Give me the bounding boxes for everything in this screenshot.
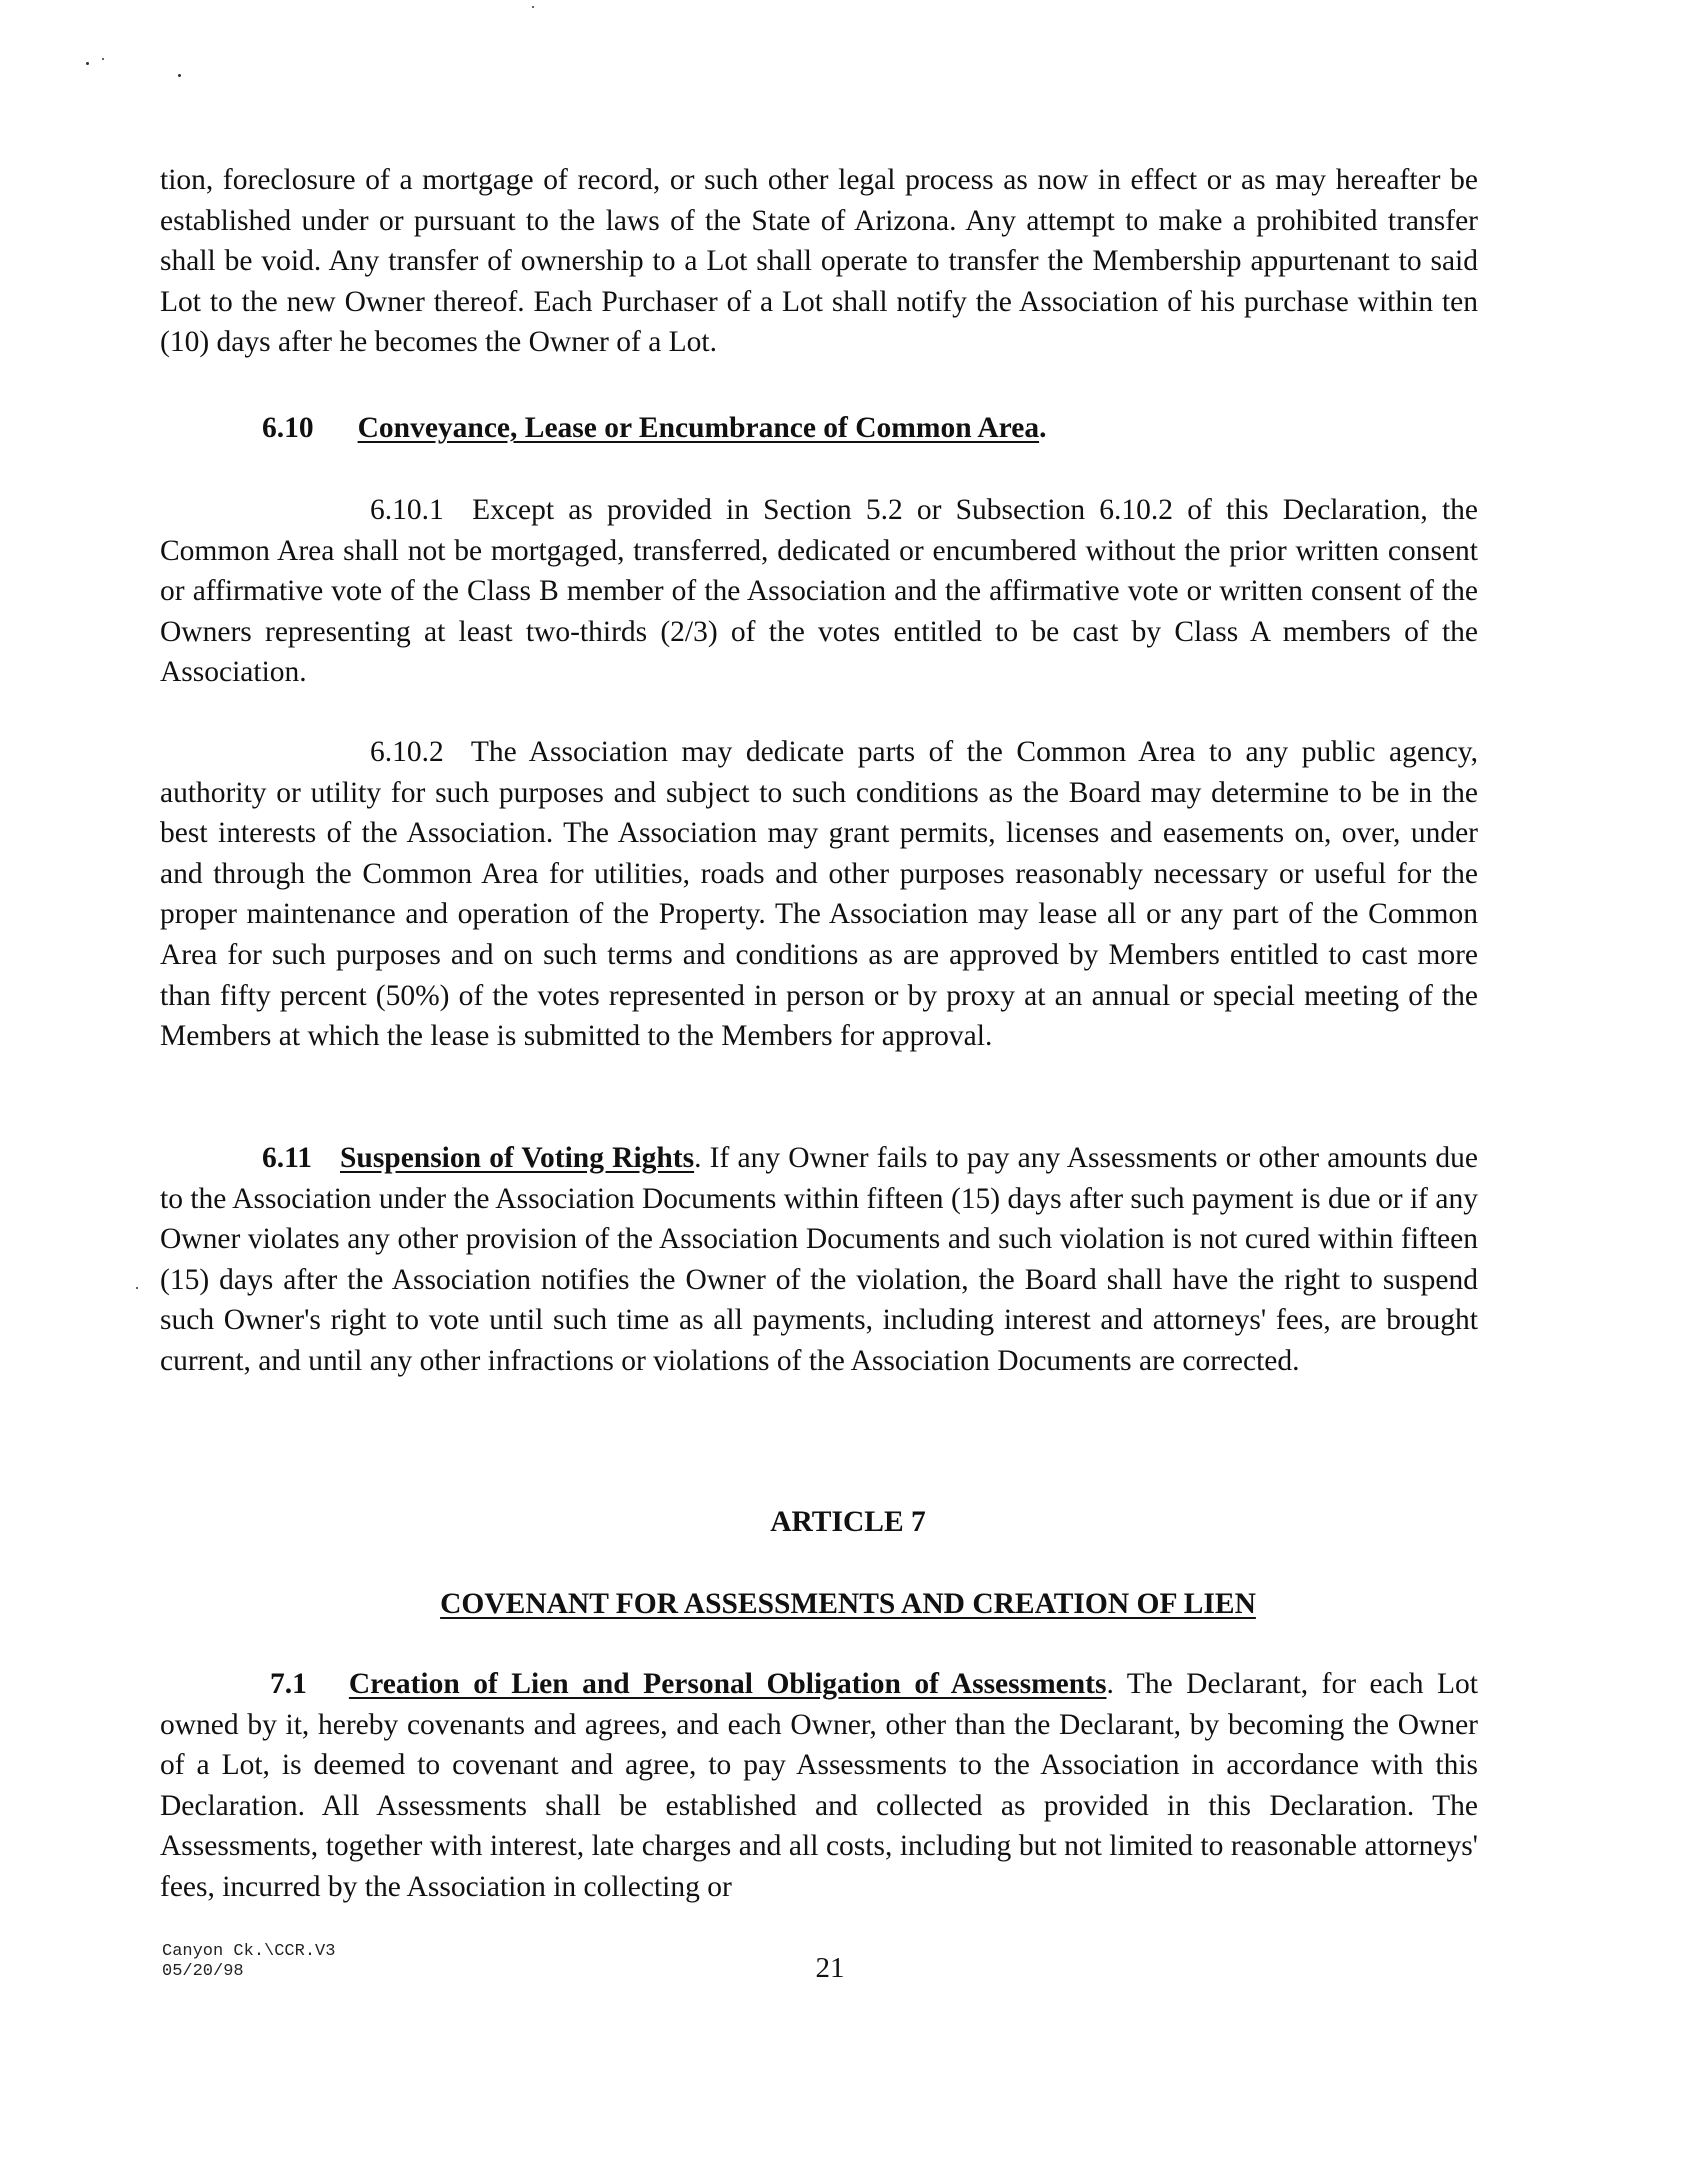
paragraph-text: The Association may dedicate parts of the Common Area to any public agency, authority or utility for such purposes and subject to such conditions as the Board may determine to be in the best interests of the Association. The Association may grant permits, licenses and easements on, over, under and through the Common Area for utilities, roads and other purposes reasonably necessary or useful for the proper maintenance and operation of the Property. The Association may lease all or any part of the Common Area for such purposes and on such terms and conditions as are approved by Members entitled to cast more than fifty percent (50%) of the votes represented in person or by proxy at an annual or special meeting of the Members at which the lease is submitted to the Members for approval.	[160, 736, 1479, 1053]
scan-speck	[136, 1287, 138, 1289]
continuation-paragraph: tion, foreclosure of a mortgage of record, or such other legal process as now in effect or as may hereafter be established under or pursuant to the laws of the State of Arizona. Any attempt to make a prohibited transfer shall be void. Any transfer of ownership to a Lot shall operate to transfer the Membership appurtenant to said Lot to the new Owner thereof. Each Purchaser of a Lot shall notify the Association of his purchase within ten (10) days after he becomes the Owner of a Lot.	[160, 164, 1478, 359]
section-title: Conveyance, Lease or Encumbrance of Common Area	[357, 412, 1040, 444]
article-title	[0, 1584, 1696, 1624]
article-heading: ARTICLE 7	[770, 1506, 926, 1538]
article-title-text: COVENANT FOR ASSESSMENTS AND CREATION OF LIEN	[440, 1588, 1256, 1620]
section-7-1	[160, 1664, 1478, 1908]
section-title: Suspension of Voting Rights	[340, 1142, 695, 1174]
section-number: 6.11	[262, 1142, 312, 1174]
paragraph-6-10-1	[160, 490, 1478, 693]
section-title: Creation of Lien and Personal Obligation of Assessments	[348, 1668, 1107, 1700]
scan-speck	[532, 6, 534, 8]
scan-speck	[102, 58, 104, 60]
paragraph-text: Except as provided in Section 5.2 or Subsection 6.10.2 of this Declaration, the Common Area shall not be mortgaged, transferred, dedicated or encumbered without the prior written consent or affirmative vote of the Class B member of the Association and the affirmative vote or written consent of the Owners representing at least two-thirds (2/3) of the votes entitled to be cast by Class A members of the Association.	[160, 494, 1478, 689]
section-6-10-heading	[262, 408, 1046, 448]
footer-file-reference	[162, 1942, 335, 1982]
section-6-11	[160, 1138, 1478, 1382]
paragraph-6-10-2	[160, 732, 1478, 1057]
section-title-period: .	[1039, 412, 1047, 444]
paragraph-number: 6.10.2	[370, 736, 444, 768]
section-text: . The Declarant, for each Lot owned by it, hereby covenants and agrees, and each Owner, other than the Declarant, by becoming the Owner of a Lot, is deemed to covenant and agree, to pay Assessments to the Association in accordance with this Declaration. All Assessments shall be established and collected as provided in this Declaration. The Assessments, together with interest, late charges and all costs, including but not limited to reasonable attorneys' fees, incurred by the Association in collecting or	[160, 1668, 1478, 1903]
section-text: . If any Owner fails to pay any Assessments or other amounts due to the Association under the Association Documents within fifteen (15) days after such payment is due or if any Owner violates any other provision of the Association Documents and such violation is not cured within fifteen (15) days after the Association notifies the Owner of the violation, the Board shall have the right to suspend such Owner's right to vote until such time as all payments, including interest and attorneys' fees, are brought current, and until any other infractions or violations of the Association Documents are corrected.	[160, 1142, 1479, 1377]
section-number: 6.10	[262, 412, 314, 444]
file-ref: Canyon Ck.\CCR.V3	[162, 1942, 336, 1961]
scan-speck	[178, 74, 181, 77]
file-date: 05/20/98	[162, 1962, 244, 1981]
page-number: 21	[815, 1952, 845, 1984]
section-number: 7.1	[270, 1668, 307, 1700]
scan-speck	[86, 62, 89, 65]
paragraph-number: 6.10.1	[370, 494, 444, 526]
